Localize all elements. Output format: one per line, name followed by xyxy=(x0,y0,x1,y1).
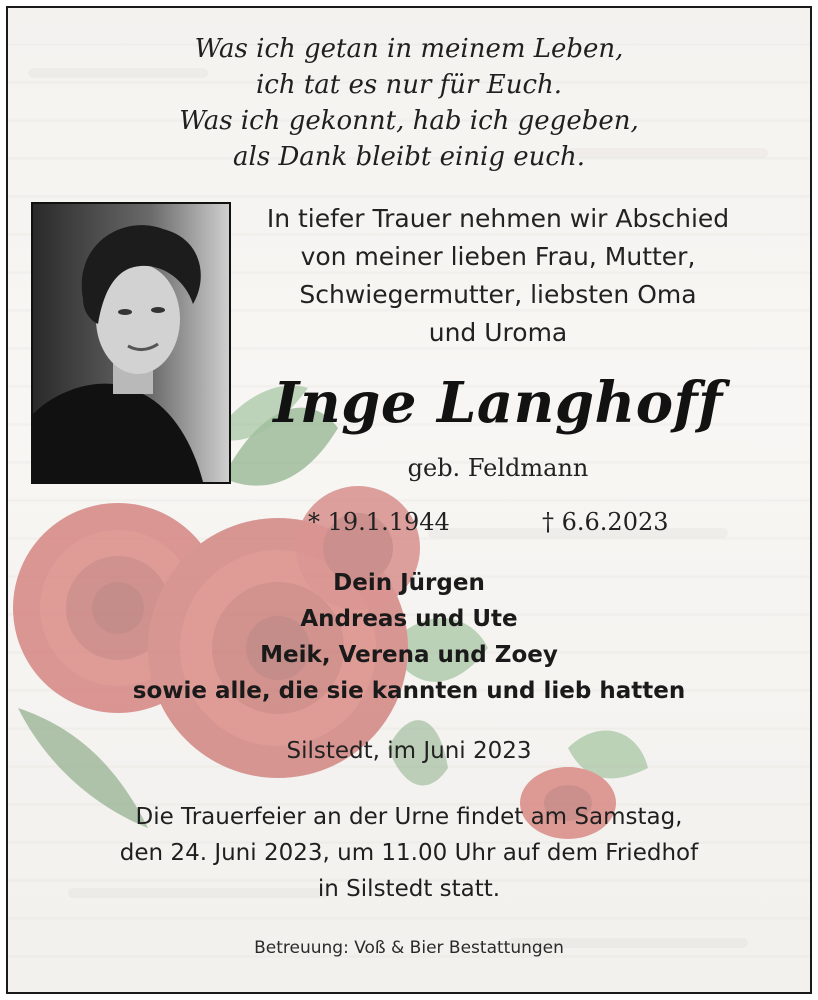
poem-line: als Dank bleibt einig euch. xyxy=(233,142,585,172)
intro-line: von meiner lieben Frau, Mutter, xyxy=(300,242,696,271)
birth-date: * 19.1.1944 xyxy=(308,508,450,536)
undertaker-credit: Betreuung: Voß & Bier Bestattungen xyxy=(254,938,564,958)
family-line: sowie alle, die sie kannten und lieb hatten xyxy=(132,678,686,704)
place-date: Silstedt, im Juni 2023 xyxy=(286,738,532,764)
poem-line: ich tat es nur für Euch. xyxy=(255,70,563,100)
intro-line: Schwiegermutter, liebsten Oma xyxy=(299,280,697,309)
intro-line: In tiefer Trauer nehmen wir Abschied xyxy=(266,204,730,233)
intro-line: und Uroma xyxy=(428,318,568,347)
poem-line: Was ich getan in meinem Leben, xyxy=(194,34,624,64)
service-line: in Silstedt statt. xyxy=(317,876,501,902)
birth-name: geb. Feldmann xyxy=(407,454,589,482)
service-line: Die Trauerfeier an der Urne findet am Samstag, xyxy=(135,804,683,830)
obituary-card xyxy=(6,6,812,994)
deceased-name: Inge Langhoff xyxy=(273,370,723,436)
family-line: Andreas und Ute xyxy=(300,606,518,632)
service-line: den 24. Juni 2023, um 11.00 Uhr auf dem Friedhof xyxy=(119,840,699,866)
death-date: † 6.6.2023 xyxy=(542,508,669,536)
family-line: Dein Jürgen xyxy=(333,570,485,596)
family-line: Meik, Verena und Zoey xyxy=(260,642,558,668)
poem-line: Was ich gekonnt, hab ich gegeben, xyxy=(179,106,639,136)
